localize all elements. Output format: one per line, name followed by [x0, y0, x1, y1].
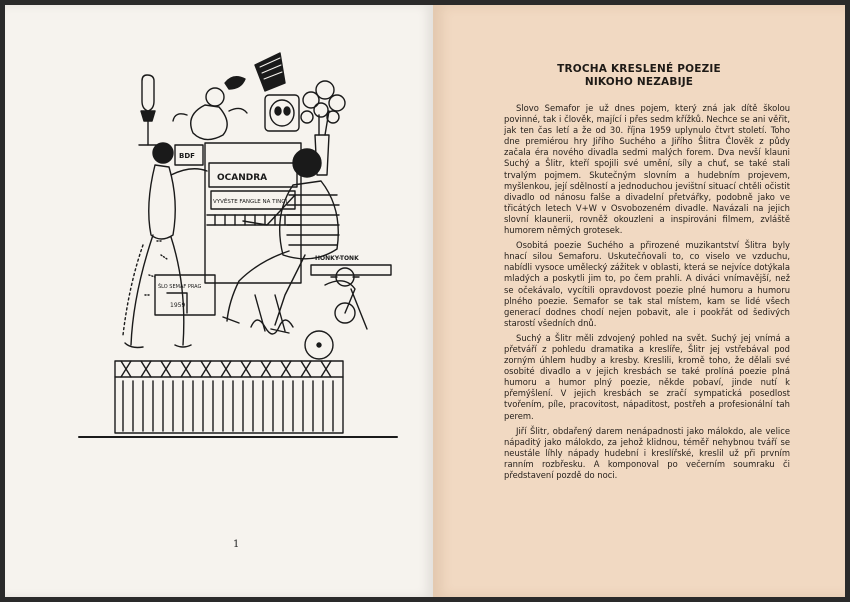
- paragraph-4: Jiří Šlitr, obdařený darem nenápadnosti jako málokdo, ale velice nápaditý jako málokdo, za jehož klidnou, téměř nehybnou tváří se neustále líhly nápady hudební i kreslířské, kreslil už při prvním ranním rozbřesku. A komponoval po večerním soumraku či představení pozdě do noci.: [504, 425, 790, 480]
- article-body: [504, 103, 790, 485]
- right-page: [433, 5, 845, 597]
- title-line-2: NIKOHO NEZABIJE: [584, 76, 694, 88]
- sign-semafor: ŠLO SEMAF PRAG: [158, 284, 202, 290]
- paragraph-2: Osobitá poezie Suchého a přirozené muzikantství Šlitra byly hnací silou Semaforu. Uskutečňovali to, co viselo ve vzduchu, nabídli vysoce umělecký zážitek v oblasti, která se nejvíce dotýkala mladých a poskytli jim to, po čem prahli. A diváci vnímavější, než se očekávalo, vycítili opravdovost poezie plné humoru a humoru plného poezie. Semafor se tak stal místem, kam se lidé všech generací dodnes chodí nejen pobavit, ale i pookřát od šedivých starostí všedních dnů.: [504, 240, 790, 328]
- base-crate-drawing: [79, 361, 397, 437]
- sign-bdf: BDF: [179, 152, 195, 160]
- left-page: [5, 5, 433, 597]
- sign-ocandra: OCANDRA: [217, 173, 268, 183]
- semafor-illustration: [75, 45, 405, 445]
- page-number: 1: [233, 539, 240, 550]
- article-title: [433, 63, 845, 89]
- cherub-drawing: [173, 77, 247, 140]
- paragraph-1: Slovo Semafor je už dnes pojem, který zná jak dítě školou povinné, tak i člověk, mající i přes sedm křížků. Nechce se ani věřit, jak ten čas letí a že od 30. října 1959 uplynulo čtvrt století. Toho dne premiérou hry Jiřího Suchého a Jiřího Šlitra Člověk z půdy začala éra nového divadla sedmi malých forem. Dva nevší klauni Suchý a Šlitr, kteří spojili své umění, síly a chuť, se také stali trvalým pojmem. Skutečným slovním a hudebním projevem, myšlenkou, její sdělností a jednoduchou jevištní situací chtěli očistit divadlo od nánosu falše a divadelní přetvářky, podobně jako ve třicátých letech V+W v Osvobozeném divadle. Navázali na jejich slovní klaunerii, rovněž okouzleni a inspirováni filmem, zvláště humorem němých grotesek.: [504, 103, 790, 236]
- bicycle-drawing: [305, 268, 367, 359]
- oil-lamp-drawing: [139, 75, 157, 145]
- sign-honky-tonk: HONKY-TONK: [315, 255, 359, 262]
- sign-vyveste: VYVĚSTE FANGLE NA TINGL: [213, 199, 289, 205]
- paragraph-3: Suchý a Šlitr měli zdvojený pohled na svět. Suchý jej vnímá a přetváří z pohledu dramatika a kreslíře, Šlitr jej vstřebával pod zorným úhlem hudby a kresby. Kreslili, kromě toho, že dělali své osobité divadlo a v jejich kresbách se také prolíná poezie plná humoru a humor plný poezie, někde pobaví, jinde nutí k přemýšlení. V jejich kresbách se zračí sympatická posedlost tvořením, píle, pracovitost, nápaditost, postřeh a profesionální tah perem.: [504, 332, 790, 421]
- gramophone-drawing: [255, 53, 299, 131]
- sign-year: 1959: [170, 302, 186, 309]
- woman-figure-drawing: [123, 143, 207, 348]
- title-line-1: TROCHA KRESLENÉ POEZIE: [557, 63, 721, 75]
